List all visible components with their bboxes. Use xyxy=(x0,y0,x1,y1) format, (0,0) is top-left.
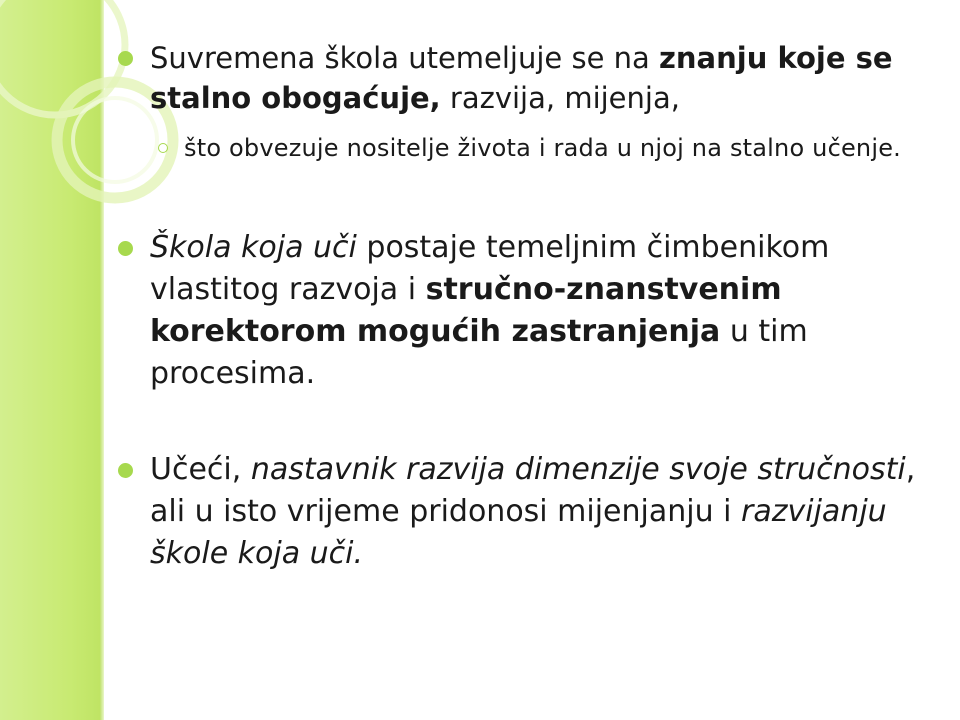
bullet-italic: razvijanju škole koja uči. xyxy=(150,494,887,571)
bullet-text: Učeći, xyxy=(150,452,251,487)
bullet-emphasis: znanju koje se stalno obogaćuje, xyxy=(150,41,893,115)
bullet-italic: nastavnik razvija dimenzije svoje stručnosti xyxy=(250,452,906,487)
bullet-item xyxy=(118,449,938,575)
bullet-italic: Škola koja uči xyxy=(150,230,357,265)
bullet-text: u tim procesima. xyxy=(150,314,808,391)
decorative-sidebar xyxy=(0,0,100,720)
sub-bullet-text: što obvezuje nositelje života i rada u njoj na stalno učenje. xyxy=(184,134,902,162)
sub-bullet-item xyxy=(158,132,938,165)
sidebar-edge xyxy=(100,0,104,720)
bullet-text: Suvremena škola utemeljuje se na xyxy=(150,41,660,75)
bullet-text: postaje temeljnim čimbenikom vlastitog razvoja i xyxy=(150,230,830,307)
bullet-text: razvija, mijenja, xyxy=(440,81,680,115)
bullet-emphasis: stručno-znanstvenim korektorom mogućih zastranjenja xyxy=(150,272,782,349)
sub-bullet-ring xyxy=(158,143,168,153)
bullet-dot xyxy=(118,463,133,478)
bullet-dot xyxy=(118,51,133,66)
slide-body xyxy=(118,38,938,575)
bullet-dot xyxy=(118,241,133,256)
bullet-text: , ali u isto vrijeme pridonosi mijenjanju i xyxy=(150,452,916,529)
bullet-item xyxy=(118,38,938,118)
bullet-item xyxy=(118,227,938,395)
